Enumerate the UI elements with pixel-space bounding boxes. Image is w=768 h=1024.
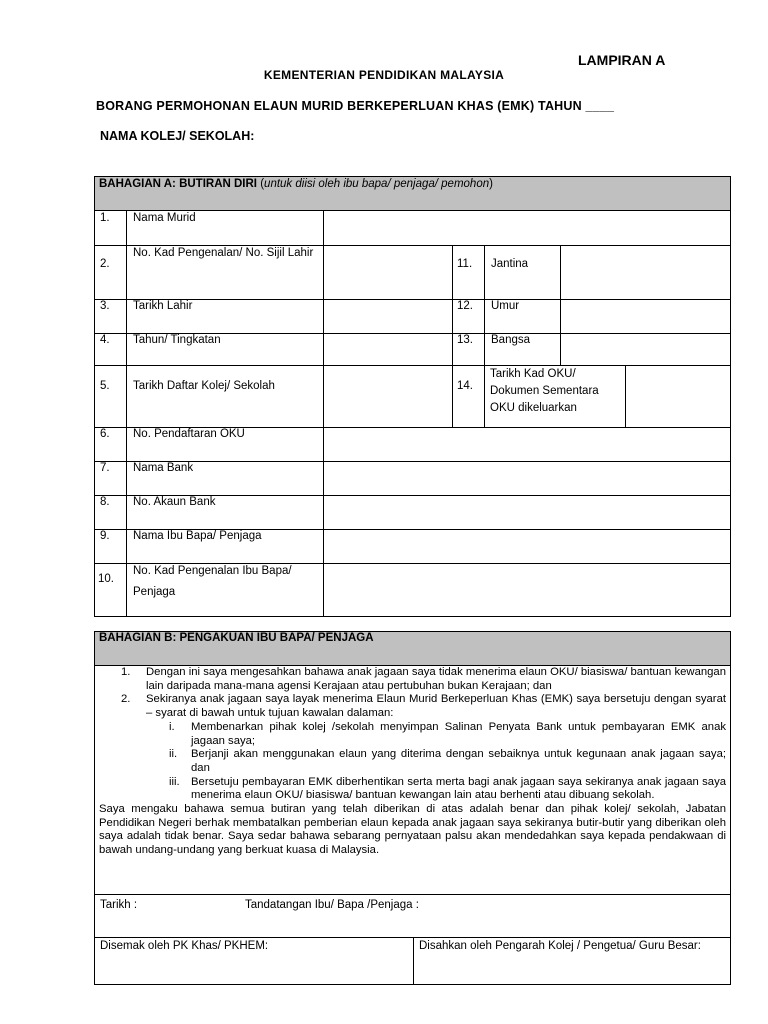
section-b-header — [95, 632, 730, 666]
sub-item-i — [99, 721, 726, 748]
row-10-label: No. Kad Pengenalan Ibu Bapa/ Penjaga — [133, 565, 292, 598]
row-13-number: 13. — [457, 334, 473, 346]
tarikh-lahir-field[interactable] — [324, 300, 452, 333]
nama-bank-field[interactable] — [324, 462, 731, 495]
row-7-number: 7. — [100, 462, 110, 474]
section-a-table — [94, 176, 731, 617]
row-4-label: Tahun/ Tingkatan — [133, 334, 221, 346]
bangsa-field[interactable] — [561, 334, 731, 365]
row-4-number: 4. — [100, 334, 110, 346]
row-5-label: Tarikh Daftar Kolej/ Sekolah — [133, 380, 275, 392]
form-title: BORANG PERMOHONAN ELAUN MURID BERKEPERLUAN KHAS (EMK) TAHUN ____ — [96, 99, 615, 113]
declaration-item-2 — [99, 693, 726, 720]
sub-item-ii-number: ii. — [169, 748, 178, 761]
section-b-title: BAHAGIAN B: PENGAKUAN IBU BAPA/ PENJAGA — [99, 632, 374, 644]
declaration-item-1 — [99, 666, 726, 693]
item-2-text: Sekiranya anak jagaan saya layak menerima Elaun Murid Berkeperluan Khas (EMK) saya bersetuju dengan syarat – syarat di bawah untuk tujuan kawalan dalaman: — [146, 693, 726, 720]
declaration-body — [99, 666, 726, 858]
lampiran-label: LAMPIRAN A — [578, 52, 666, 68]
signature-field[interactable] — [96, 912, 730, 936]
section-a-subtitle: untuk diisi oleh ibu bapa/ penjaga/ pemohon — [264, 178, 490, 190]
nama-murid-field[interactable] — [324, 212, 731, 245]
sub-item-ii — [99, 748, 726, 775]
row-13-label: Bangsa — [491, 334, 531, 346]
row-7-label: Nama Bank — [133, 462, 194, 474]
sub-item-ii-text: Berjanji akan menggunakan elaun yang diterima dengan sebaiknya untuk kegunaan anak jagaan saya; dan — [191, 748, 726, 774]
row-12-number: 12. — [457, 300, 473, 312]
row-5-number: 5. — [100, 380, 110, 392]
row-3-label: Tarikh Lahir — [133, 300, 193, 312]
row-1-number: 1. — [100, 212, 110, 224]
sub-item-iii-text: Bersetuju pembayaran EMK diberhentikan serta merta bagi anak jagaan saya sekiranya anak jagaan saya menerima elaun OKU/ biasiswa/ bantuan kewangan lain atau berhenti atau dibuang sekolah. — [191, 775, 726, 802]
section-a-title: BAHAGIAN A: BUTIRAN DIRI — [99, 178, 258, 190]
school-name-label: NAMA KOLEJ/ SEKOLAH: — [100, 129, 255, 143]
row-1-label: Nama Murid — [133, 212, 196, 224]
row-14-label: Tarikh Kad OKU/ Dokumen Sementara OKU dikeluarkan — [490, 368, 599, 414]
row-9-number: 9. — [100, 530, 110, 542]
jantina-field[interactable] — [561, 246, 731, 299]
row-6-number: 6. — [100, 428, 110, 440]
sub-item-i-number: i. — [169, 720, 175, 733]
nama-ibu-bapa-field[interactable] — [324, 530, 731, 563]
tahun-tingkatan-field[interactable] — [324, 334, 452, 365]
sub-item-i-text: Membenarkan pihak kolej /sekolah menyimpan Salinan Penyata Bank untuk pembayaran EMK anak jagaan saya; — [191, 720, 726, 747]
row-8-label: No. Akaun Bank — [133, 496, 216, 508]
item-1-text: Dengan ini saya mengesahkan bahawa anak jagaan saya tidak menerima elaun OKU/ biasiswa/ bantuan kewangan lain daripada mana-mana agensi Kerajaan atau pertubuhan bukan Kerajaan; dan — [146, 666, 726, 692]
row-3-number: 3. — [100, 300, 110, 312]
ministry-title: KEMENTERIAN PENDIDIKAN MALAYSIA — [263, 68, 505, 82]
row-11-number: 11. — [457, 258, 473, 270]
section-b-table — [94, 631, 731, 985]
umur-field[interactable] — [561, 300, 731, 333]
sub-item-iii — [99, 776, 726, 803]
item-1-number: 1. — [121, 666, 131, 678]
declaration-statement: Saya mengaku bahawa semua butiran yang telah diberikan di atas adalah benar dan pihak kolej/ sekolah, Jabatan Pendidikan Negeri berhak membatalkan pemberian elaun kepada anak jagaan saya sekiranya butir-butir yang diberikan oleh saya adalah tidak benar. Saya sedar bahawa sebarang pernyataan palsu akan mendedahkan saya kepada pendakwaan di bawah undang-undang yang berkuat kuasa di Malaysia. — [99, 803, 726, 857]
row-12-label: Umur — [491, 300, 520, 312]
row-2-label: No. Kad Pengenalan/ No. Sijil Lahir — [133, 247, 314, 259]
row-6-label: No. Pendaftaran OKU — [133, 428, 245, 440]
tandatangan-label: Tandatangan Ibu/ Bapa /Penjaga : — [245, 899, 419, 911]
tarikh-label: Tarikh : — [100, 899, 138, 911]
sub-item-iii-number: iii. — [169, 775, 180, 788]
disahkan-label: Disahkan oleh Pengarah Kolej / Pengetua/ Guru Besar: — [419, 940, 701, 952]
tarikh-daftar-field[interactable] — [324, 366, 452, 427]
disemak-label: Disemak oleh PK Khas/ PKHEM: — [100, 940, 269, 952]
row-14-number: 14. — [457, 380, 473, 392]
no-kad-pengenalan-field[interactable] — [324, 246, 452, 299]
no-pendaftaran-oku-field[interactable] — [324, 428, 731, 461]
row-2-number: 2. — [100, 258, 110, 270]
row-10-number: 10. — [98, 573, 114, 585]
row-9-label: Nama Ibu Bapa/ Penjaga — [133, 530, 262, 542]
section-a-header: BAHAGIAN A: BUTIRAN DIRI (untuk diisi oleh ibu bapa/ penjaga/ pemohon) — [95, 177, 730, 211]
tarikh-kad-oku-field[interactable] — [626, 366, 731, 427]
row-11-label: Jantina — [491, 258, 529, 270]
item-2-number: 2. — [121, 693, 131, 706]
no-kad-ibu-bapa-field[interactable] — [324, 564, 731, 616]
row-8-number: 8. — [100, 496, 110, 508]
no-akaun-bank-field[interactable] — [324, 496, 731, 529]
